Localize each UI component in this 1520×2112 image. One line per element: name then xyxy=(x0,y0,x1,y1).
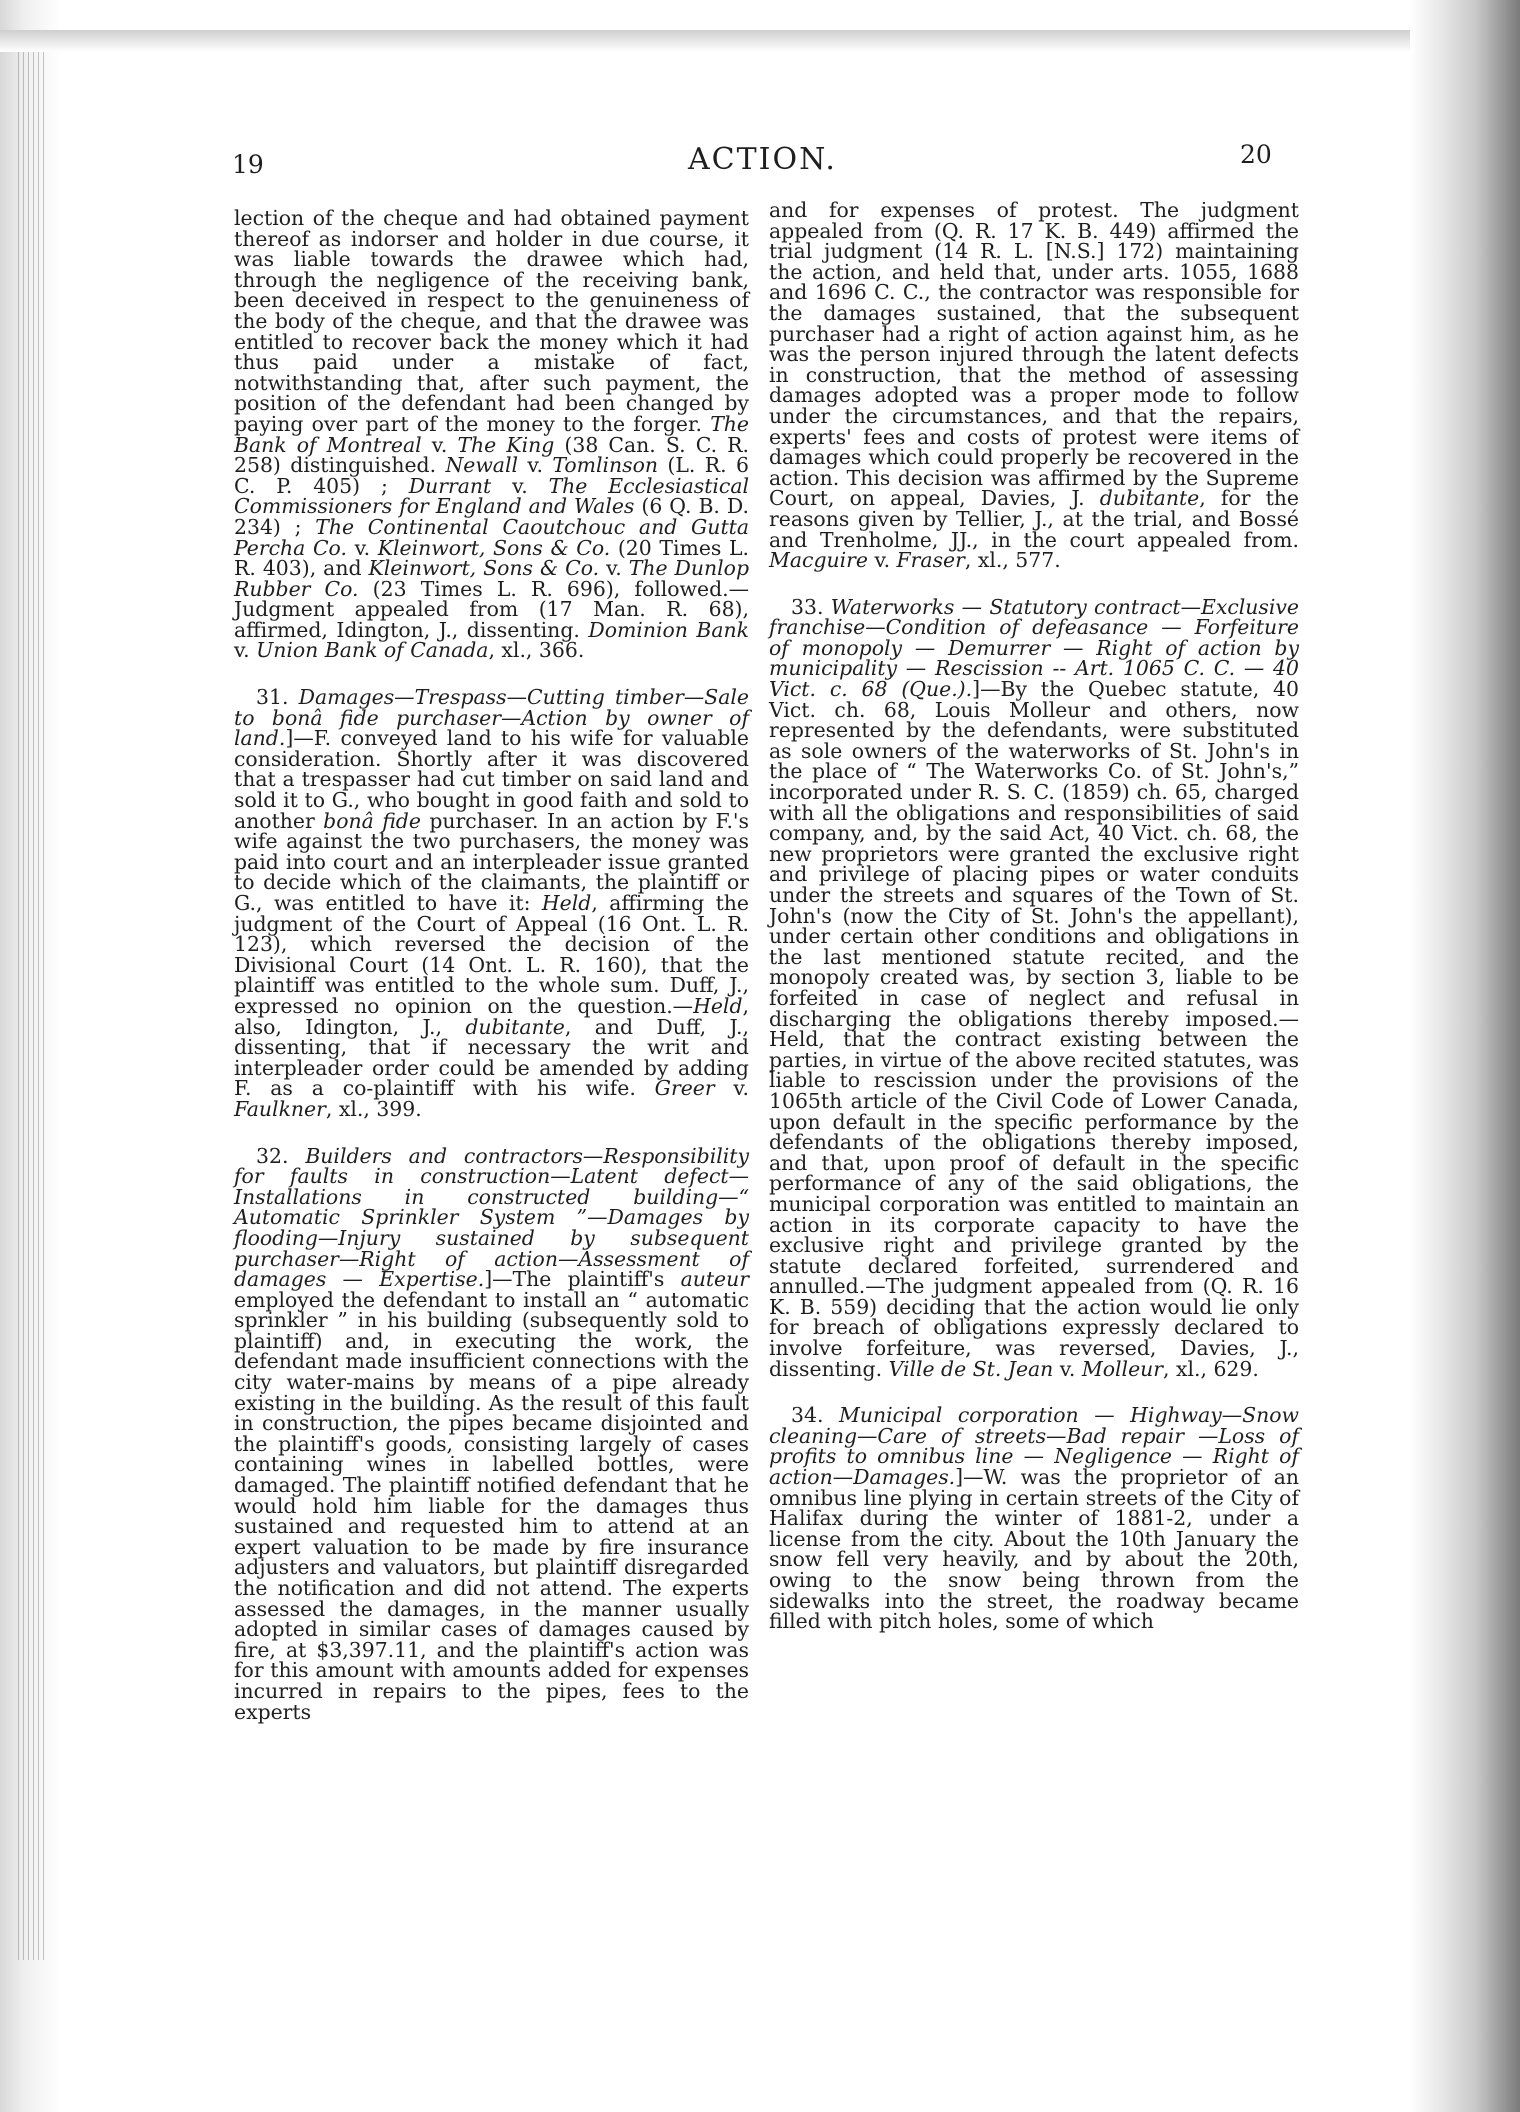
book-spine-edge xyxy=(18,40,48,1960)
italic-text: Kleinwort, Sons & Co. xyxy=(368,556,600,581)
entry-33 xyxy=(769,594,1299,1381)
text-run: v. xyxy=(714,1076,749,1101)
text-run: , affirming the judgment of the Court of Appeal (16 Ont. L. R. 123), which reversed the decision of the Divisional Court (14 Ont. L. R. 160), that the plaintiff was entitled to the whole sum. Duff, J., expressed no opinion on the question.— xyxy=(234,891,750,1018)
right-column xyxy=(769,200,1299,1658)
entry-32-continued xyxy=(769,200,1299,571)
text-run: 32. xyxy=(256,1143,306,1168)
text-run: , xl., 629. xyxy=(1163,1356,1259,1381)
text-run: ]—F. conveyed land to his wife for valuable consideration. Shortly after it was discovered that a trespasser had cut timber on said land and sold it to G., who bought in good faith and sold to another xyxy=(234,726,749,833)
italic-text: Faulkner xyxy=(234,1096,326,1121)
text-run: (L. R. 6 C. P. 405) ; xyxy=(234,453,749,498)
text-run: v. xyxy=(346,535,378,560)
italic-text: Kleinwort, Sons & Co. xyxy=(377,535,611,560)
italic-text: Builders and contractors—Responsibility for faults in construction—Latent defect—Installations in constructed building—“ Automatic Sprinkler System ”—Damages by flooding—Injury sustained by subsequent purchaser—Right of action—Assessment of damages — Expertise. xyxy=(234,1143,749,1292)
entry-31 xyxy=(234,687,749,1119)
entry-34 xyxy=(769,1405,1299,1632)
text-run: (38 Can. S. C. R. 258) distinguished. xyxy=(234,432,749,478)
italic-text: The Continental Caoutchouc and Gutta Percha Co. xyxy=(234,514,749,560)
italic-text: Newall xyxy=(445,453,518,478)
text-run: v. xyxy=(421,432,458,457)
italic-text: dubitante xyxy=(465,1014,565,1039)
italic-text: Tomlinson xyxy=(552,453,659,478)
text-run: (23 Times L. R. 696), followed.—Judgment appealed from (17 Man. R. 68), affirmed, Idington, J., dissenting. xyxy=(234,576,749,642)
italic-text: The Ecclesiastical Commissioners for England and Wales xyxy=(234,473,750,519)
text-run: , xl., 577. xyxy=(964,548,1061,573)
scan-top-edge xyxy=(0,30,1430,52)
text-run: 34. xyxy=(791,1403,839,1428)
italic-text: auteur xyxy=(680,1267,750,1292)
text-run: and for expenses of protest. The judgment appealed from (Q. R. 17 K. B. 449) affirmed the trial judgment (14 R. L. [N.S.] 172) maintaining the action, and held that, under arts. 1055, 1688 and 1696 C. C., the contractor was responsible for the damages sustained, that the subsequent purchaser had a right of action against him, as he was the person injured through the latent defects in construction, that the method of assessing damages adopted was a proper mode to follow under the circumstances, and that the repairs, experts' fees and costs of protest were items of damages which could properly be recovered in the action. This decision was affirmed by the Supreme Court, on appeal, Davies, J. xyxy=(769,198,1299,511)
italic-text: Waterworks — Statutory contract—Exclusive franchise—Condition of defeasance — Forfeiture of monopoly — Demurrer — Right of action by municipality — Rescission -- Art. 1065 C. C. — 40 Vict. c. 68 (Que.). xyxy=(769,594,1299,702)
text-run: (6 Q. B. D. 234) ; xyxy=(234,494,750,539)
text-run: v. xyxy=(599,556,629,581)
text-run: 33. xyxy=(791,594,831,619)
text-run: , and Duff, J., dissenting, that if necessary the writ and interpleader order could be amended by adding F. as a co-plaintiff with his wife. xyxy=(234,1014,749,1101)
text-run: ]—The plaintiff's xyxy=(484,1267,681,1292)
text-run: , xl., 366. xyxy=(488,638,585,663)
paragraph-continued xyxy=(234,208,749,661)
italic-text: The Dunlop Rubber Co. xyxy=(234,556,749,601)
italic-text: Durrant xyxy=(408,473,492,498)
italic-text: Molleur xyxy=(1081,1356,1164,1381)
italic-text: Union Bank of Canada xyxy=(256,638,489,663)
italic-text: Held xyxy=(693,993,743,1018)
text-run: v. xyxy=(234,638,257,663)
italic-text: Held xyxy=(541,891,592,915)
text-run: v. xyxy=(1053,1356,1082,1381)
italic-text: Dominion Bank xyxy=(588,617,750,642)
text-run: , xl., 399. xyxy=(325,1096,422,1121)
page-number-left: 19 xyxy=(232,150,264,179)
running-head-title: ACTION. xyxy=(688,142,837,177)
italic-text: bonâ fide xyxy=(323,808,421,833)
italic-text: Municipal corporation — Highway—Snow cleaning—Care of streets—Bad repair —Loss of profits to omnibus line — Negligence — Right of action—Damages. xyxy=(769,1403,1299,1490)
italic-text: The Bank of Montreal xyxy=(234,411,749,457)
text-run: employed the defendant to install an “ automatic sprinkler ” in his building (subsequently sold to plaintiff) and, in executing the work, the defendant made insufficient connections with the city water-mains by means of a pipe already existing in the building. As the result of this fault in construction, the pipes became disjointed and the plaintiff's goods, consisting largely of cases containing wines in labelled bottles, were damaged. The plaintiff notified defendant that he would hold him liable for the damages thus sustained and requested him to attend at an expert valuation to be made by fire insurance adjusters and valuators, but plaintiff disregarded the notification and did not attend. The experts assessed the damages, in the manner usually adopted in similar cases of damages caused by fire, at $3,397.11, and the plaintiff's action was for this amount with amounts added for expenses incurred in repairs to the pipes, fees to the experts xyxy=(234,1287,749,1724)
italic-text: Greer xyxy=(654,1076,715,1101)
text-run: ]—W. was the proprietor of an omnibus line plying in certain streets of the City of Halifax during the winter of 1881-2, under a license from the city. About the 10th January the snow fell very heavily, and by about the 20th, owing to the snow being thrown from the sidewalks into the street, the roadway became filled with pitch holes, some of which xyxy=(769,1465,1299,1634)
entry-32 xyxy=(234,1143,750,1724)
italic-text: Macguire xyxy=(769,548,868,573)
text-run: (20 Times L. R. 403), and xyxy=(234,535,749,581)
text-run: v. xyxy=(867,548,897,573)
italic-text: Damages—Trespass—Cutting timber—Sale to bonâ fide purchaser—Action by owner of land. xyxy=(234,685,749,751)
text-run: 31. xyxy=(256,685,299,710)
text-run: lection of the cheque and had obtained payment thereof as indorser and holder in due course, it was liable towards the drawee which had, through the negligence of the receiving bank, been deceived in respect to the genuineness of the body of the cheque, and that the drawee was entitled to recover back the money which it had thus paid under a mistake of fact, notwithstanding that, after such payment, the position of the defendant had been changed by paying over part of the money to the forger. xyxy=(234,206,749,436)
italic-text: Ville de St. Jean xyxy=(888,1356,1054,1381)
text-run: , for the reasons given by Tellier, J., at the trial, and Bossé and Trenholme, JJ., in the court appealed from. xyxy=(769,486,1299,552)
italic-text: The King xyxy=(457,432,555,457)
text-run: v. xyxy=(518,453,553,478)
text-run: , also, Idington, J., xyxy=(234,993,749,1039)
scan-right-edge xyxy=(1410,0,1520,2112)
italic-text: dubitante xyxy=(1099,486,1200,511)
page-number-right: 20 xyxy=(1240,140,1272,169)
text-run: purchaser. In an action by F.'s wife against the two purchasers, the money was paid into court and an interpleader issue granted to decide which of the claimants, the plaintiff or G., was entitled to have it: xyxy=(234,808,749,915)
text-run: v. xyxy=(491,473,549,498)
left-column xyxy=(234,208,749,1748)
italic-text: Fraser xyxy=(896,548,965,573)
text-run: ]—By the Quebec statute, 40 Vict. ch. 68, Louis Molleur and others, now represented by the defendants, were substituted as sole owners of the waterworks of St. John's in the place of “ The Waterworks Co. of St. John's,” incorporated under R. S. C. (1859) ch. 65, charged with all the obligations and responsibilities of said company, and, by the said Act, 40 Vict. ch. 68, the new proprietors were granted the exclusive right and privilege of placing pipes or water conduits under the streets and squares of the Town of St. John's (now the City of St. John's the appellant), under certain other conditions and obligations in the last mentioned statute recited, and the monopoly created was, by section 3, liable to be forfeited in case of neglect and refusal in discharging the obligations thereby imposed.—Held, that the contract existing between the parties, in virtue of the above recited statutes, was liable to rescission under the provisions of the 1065th article of the Civil Code of Lower Canada, upon default in the specific performance by the defendants of the obligations thereby imposed, and that, upon proof of default in the specific performance of any of the said obligations, the municipal corporation was entitled to maintain an action in its corporate capacity to have the exclusive right and privilege granted by the statute declared forfeited, surrendered and annulled.—The judgment appealed from (Q. R. 16 K. B. 559) deciding that the action would lie only for breach of obligations expressly declared to involve forfeiture, was reversed, Davies, J., dissenting. xyxy=(769,677,1299,1381)
